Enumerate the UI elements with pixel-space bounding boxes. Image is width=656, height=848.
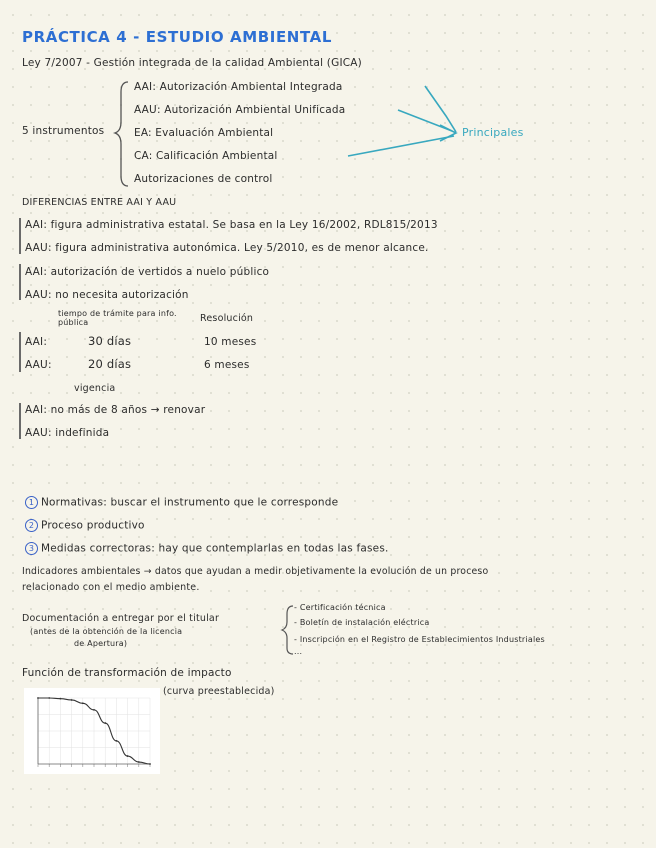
curve-point xyxy=(60,698,62,700)
group-bar xyxy=(19,218,21,254)
documentation-label: de Apertura) xyxy=(74,639,128,648)
step-text: Medidas correctoras: hay que contemplarlas en todas las fases. xyxy=(41,542,389,555)
indicators-line: relacionado con el medio ambiente. xyxy=(22,582,200,593)
step-number: 1 xyxy=(25,496,38,509)
curve-point xyxy=(138,761,140,763)
impact-curve-chart xyxy=(24,688,160,774)
group-bar xyxy=(19,264,21,300)
group-bar xyxy=(19,332,21,372)
step-text: Proceso productivo xyxy=(41,519,145,532)
instruments-label: 5 instrumentos xyxy=(22,125,105,137)
table-row-label: AAU: xyxy=(25,359,52,371)
documentation-item: - Boletín de instalación eléctrica xyxy=(294,618,430,627)
instrument-item: AAI: Autorización Ambiental Integrada xyxy=(134,81,343,93)
curve-point xyxy=(48,697,50,699)
instrument-item: EA: Evaluación Ambiental xyxy=(134,127,274,139)
difference-line: AAU: no necesita autorización xyxy=(25,289,189,301)
difference-line: AAI: autorización de vertidos a nuelo público xyxy=(25,266,270,278)
page-title: PRÁCTICA 4 - ESTUDIO AMBIENTAL xyxy=(22,28,332,46)
documentation-item: - Certificación técnica xyxy=(294,603,386,612)
table-cell: 20 días xyxy=(88,357,132,371)
function-title: Función de transformación de impacto xyxy=(22,667,232,679)
curve-point xyxy=(82,702,84,704)
difference-line: AAI: figura administrativa estatal. Se basa en la Ley 16/2002, RDL815/2013 xyxy=(25,219,438,231)
function-subtitle: (curva preestablecida) xyxy=(163,686,275,697)
curve-point xyxy=(104,722,106,724)
curve-point xyxy=(149,763,151,765)
table-cell: 30 días xyxy=(88,334,132,348)
vigencia-label: vigencia xyxy=(74,383,116,394)
step-text: Normativas: buscar el instrumento que le corresponde xyxy=(41,496,339,509)
step-item xyxy=(25,519,145,532)
instrument-item: Autorizaciones de control xyxy=(134,173,273,185)
difference-line: AAU: figura administrativa autonómica. Ley 5/2010, es de menor alcance. xyxy=(25,242,429,254)
difference-line: AAI: no más de 8 años → renovar xyxy=(25,404,206,416)
principal-label: Principales xyxy=(462,126,524,139)
step-item xyxy=(25,542,389,555)
documentation-item: - Inscripción en el Registro de Establecimientos Industriales xyxy=(294,635,545,644)
table-cell: 6 meses xyxy=(204,359,250,371)
table-col2-header: Resolución xyxy=(200,313,254,324)
curve-point xyxy=(127,755,129,757)
instrument-item: CA: Calificación Ambiental xyxy=(134,150,278,162)
curve-point xyxy=(37,697,39,699)
instrument-item: AAU: Autorización Ambiental Unificada xyxy=(134,104,346,116)
table-row-label: AAI: xyxy=(25,336,48,348)
difference-line: AAU: indefinida xyxy=(25,427,110,439)
step-number: 2 xyxy=(25,519,38,532)
chart-svg xyxy=(24,688,160,774)
documentation-label: (antes de la obtención de la licencia xyxy=(30,627,183,636)
table-cell: 10 meses xyxy=(204,336,257,348)
curve-point xyxy=(71,699,73,701)
indicators-line: Indicadores ambientales → datos que ayudan a medir objetivamente la evolución de un proceso xyxy=(22,566,489,577)
group-bar xyxy=(19,403,21,439)
curve-point xyxy=(93,709,95,711)
table-col1-header: tiempo de trámite para info. pública xyxy=(58,309,177,327)
documentation-item: ... xyxy=(294,647,303,656)
step-item xyxy=(25,496,338,509)
curve-point xyxy=(116,740,118,742)
documentation-label: Documentación a entregar por el titular xyxy=(22,613,220,624)
step-number: 3 xyxy=(25,542,38,555)
differences-heading: DIFERENCIAS ENTRE AAI Y AAU xyxy=(22,197,177,208)
law-line: Ley 7/2007 - Gestión integrada de la calidad Ambiental (GICA) xyxy=(22,57,362,69)
